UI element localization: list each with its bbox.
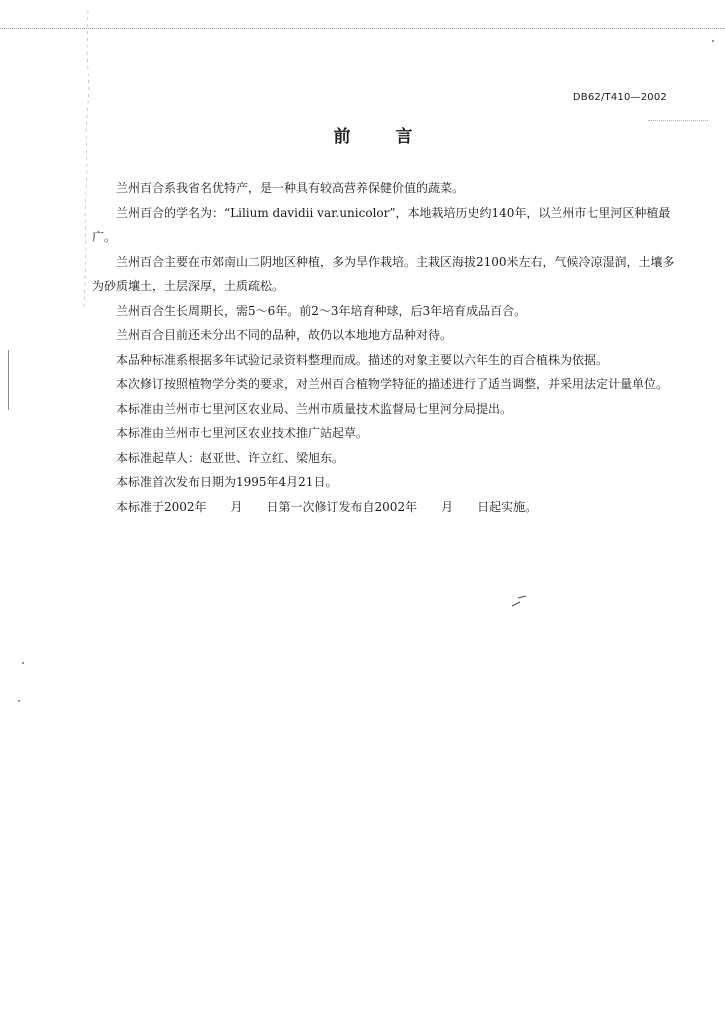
- margin-line-artifact: [8, 350, 9, 410]
- standard-code: DB62/T410—2002: [572, 92, 667, 103]
- paragraph: 兰州百合系我省名优特产，是一种具有较高营养保健价值的蔬菜。: [116, 181, 465, 195]
- ink-mark-artifact: [490, 594, 530, 610]
- paragraph: 兰州百合生长周期长，需5～6年。前2～3年培育种球，后3年培育成品百合。: [116, 303, 527, 318]
- scan-artifact-right-dots: [648, 120, 708, 121]
- paragraph: 本标准于2002年 月 日第一次修订发布自2002年 月 日起实施。: [116, 499, 538, 514]
- margin-speck: [22, 662, 24, 664]
- paragraph: 本品种标准系根据多年试验记录资料整理而成。描述的对象主要以六年生的百合植株为依据。: [116, 352, 609, 367]
- paragraph: 本次修订按照植物学分类的要求，对兰州百合植物学特征的描述进行了适当调整，并采用法定计量单位。: [116, 377, 669, 391]
- paragraph: 兰州百合的学名为：“Lilium davidii var.unicolor”，本地栽培历史约140年，以兰州市七里河区种植最广。: [92, 205, 671, 244]
- margin-speck: [712, 40, 714, 42]
- paragraph: 兰州百合主要在市郊南山二阴地区种植，多为旱作栽培。主栽区海拔2100米左右，气候冷凉湿润，土壤多为砂质壤土，土层深厚，土质疏松。: [92, 254, 675, 293]
- fold-mark-artifact: [82, 10, 90, 310]
- scan-artifact-top-dots: [0, 28, 725, 29]
- foreword-body: [92, 176, 684, 519]
- margin-speck: [18, 700, 20, 702]
- paragraph: 本标准起草人：赵亚世、许立红、梁旭东。: [116, 450, 345, 465]
- paragraph: 本标准由兰州市七里河区农业局、兰州市质量技术监督局七里河分局提出。: [116, 401, 513, 416]
- paragraph: 本标准首次发布日期为1995年4月21日。: [116, 475, 338, 489]
- paragraph: 兰州百合目前还未分出不同的品种，故仍以本地地方品种对待。: [116, 328, 453, 342]
- paragraph: 本标准由兰州市七里河区农业技术推广站起草。: [116, 426, 369, 440]
- page-title: 前 言: [333, 127, 427, 147]
